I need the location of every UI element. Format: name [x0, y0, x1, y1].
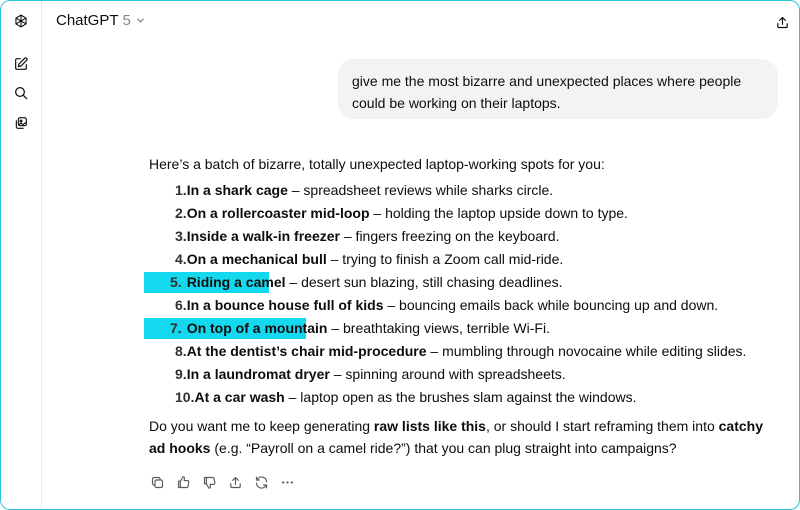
outro-bold: catchy ad hooks — [149, 418, 763, 456]
item-title: In a bounce house full of kids — [186, 297, 384, 313]
regenerate-icon — [254, 475, 269, 490]
item-number: 8. — [175, 343, 187, 359]
reply-intro: Here’s a batch of bizarre, totally unexpected laptop-working spots for you: — [149, 156, 605, 172]
list-item — [149, 340, 764, 363]
item-number: 7. — [170, 320, 182, 336]
model-selector[interactable] — [56, 12, 146, 29]
item-title: At the dentist’s chair mid-procedure — [186, 343, 427, 359]
item-number: 9. — [175, 366, 187, 382]
item-description: – fingers freezing on the keyboard. — [339, 228, 560, 244]
model-version: 5 — [122, 12, 131, 29]
chevron-down-icon — [135, 15, 146, 26]
item-description: – laptop open as the brushes slam against the windows. — [284, 389, 637, 405]
copy-icon — [150, 475, 165, 490]
list-item — [149, 179, 764, 202]
list-item-highlighted — [149, 317, 764, 340]
item-title: In a shark cage — [186, 182, 288, 198]
message-actions — [149, 474, 295, 490]
share-icon — [228, 475, 243, 490]
list-item — [149, 225, 764, 248]
share-button[interactable] — [773, 13, 791, 31]
item-description: – mumbling through novocaine while editing slides. — [426, 343, 747, 359]
user-message-text: give me the most bizarre and unexpected places where people could be working on their laptops. — [352, 73, 742, 111]
list-item-highlighted — [149, 271, 764, 294]
item-description: – trying to finish a Zoom call mid-ride. — [326, 251, 564, 267]
outro-text: (e.g. “Payroll on a camel ride?”) that you can plug straight into campaigns? — [210, 440, 677, 456]
item-description: – bouncing emails back while bouncing up and down. — [383, 297, 719, 313]
item-title: At a car wash — [194, 389, 285, 405]
list-item — [149, 363, 764, 386]
outro-text: Do you want me to keep generating — [149, 418, 374, 434]
good-response-button[interactable] — [175, 474, 191, 490]
item-title: In a laundromat dryer — [186, 366, 330, 382]
search-icon[interactable] — [11, 83, 31, 103]
item-description: – spinning around with spreadsheets. — [329, 366, 566, 382]
library-icon[interactable] — [11, 113, 31, 133]
regenerate-button[interactable] — [253, 474, 269, 490]
share-icon — [775, 15, 790, 30]
outro-bold: raw lists like this — [373, 418, 486, 434]
assistant-reply — [149, 153, 764, 459]
item-number: 5. — [170, 274, 182, 290]
thumbs-down-icon — [202, 475, 217, 490]
item-number: 6. — [175, 297, 187, 313]
list-item — [149, 248, 764, 271]
item-number: 1. — [175, 182, 187, 198]
item-number: 2. — [175, 205, 187, 221]
item-number: 10. — [175, 389, 195, 405]
list-item — [149, 386, 764, 409]
reply-outro — [149, 415, 764, 459]
item-title: On a rollercoaster mid-loop — [186, 205, 370, 221]
item-title: On a mechanical bull — [186, 251, 327, 267]
item-description: – holding the laptop upside down to type. — [369, 205, 628, 221]
list-item — [149, 202, 764, 225]
openai-logo-icon[interactable] — [11, 11, 31, 31]
item-title: On top of a mountain — [186, 320, 328, 336]
bizarre-places-list — [149, 179, 764, 409]
item-description: – spreadsheet reviews while sharks circle. — [287, 182, 554, 198]
more-icon — [280, 475, 295, 490]
copy-button[interactable] — [149, 474, 165, 490]
share-message-button[interactable] — [227, 474, 243, 490]
model-name: ChatGPT — [56, 12, 119, 29]
bad-response-button[interactable] — [201, 474, 217, 490]
sidebar — [1, 1, 42, 509]
list-item — [149, 294, 764, 317]
item-description: – desert sun blazing, still chasing deadlines. — [285, 274, 563, 290]
more-options-button[interactable] — [279, 474, 295, 490]
thumbs-up-icon — [176, 475, 191, 490]
item-number: 3. — [175, 228, 187, 244]
item-title: Riding a camel — [186, 274, 286, 290]
item-description: – breathtaking views, terrible Wi-Fi. — [327, 320, 550, 336]
item-number: 4. — [175, 251, 187, 267]
item-title: Inside a walk-in freezer — [186, 228, 340, 244]
outro-text: , or should I start reframing them into — [485, 418, 719, 434]
user-message-bubble — [338, 59, 778, 119]
top-bar — [42, 1, 799, 45]
new-chat-icon[interactable] — [11, 54, 31, 74]
